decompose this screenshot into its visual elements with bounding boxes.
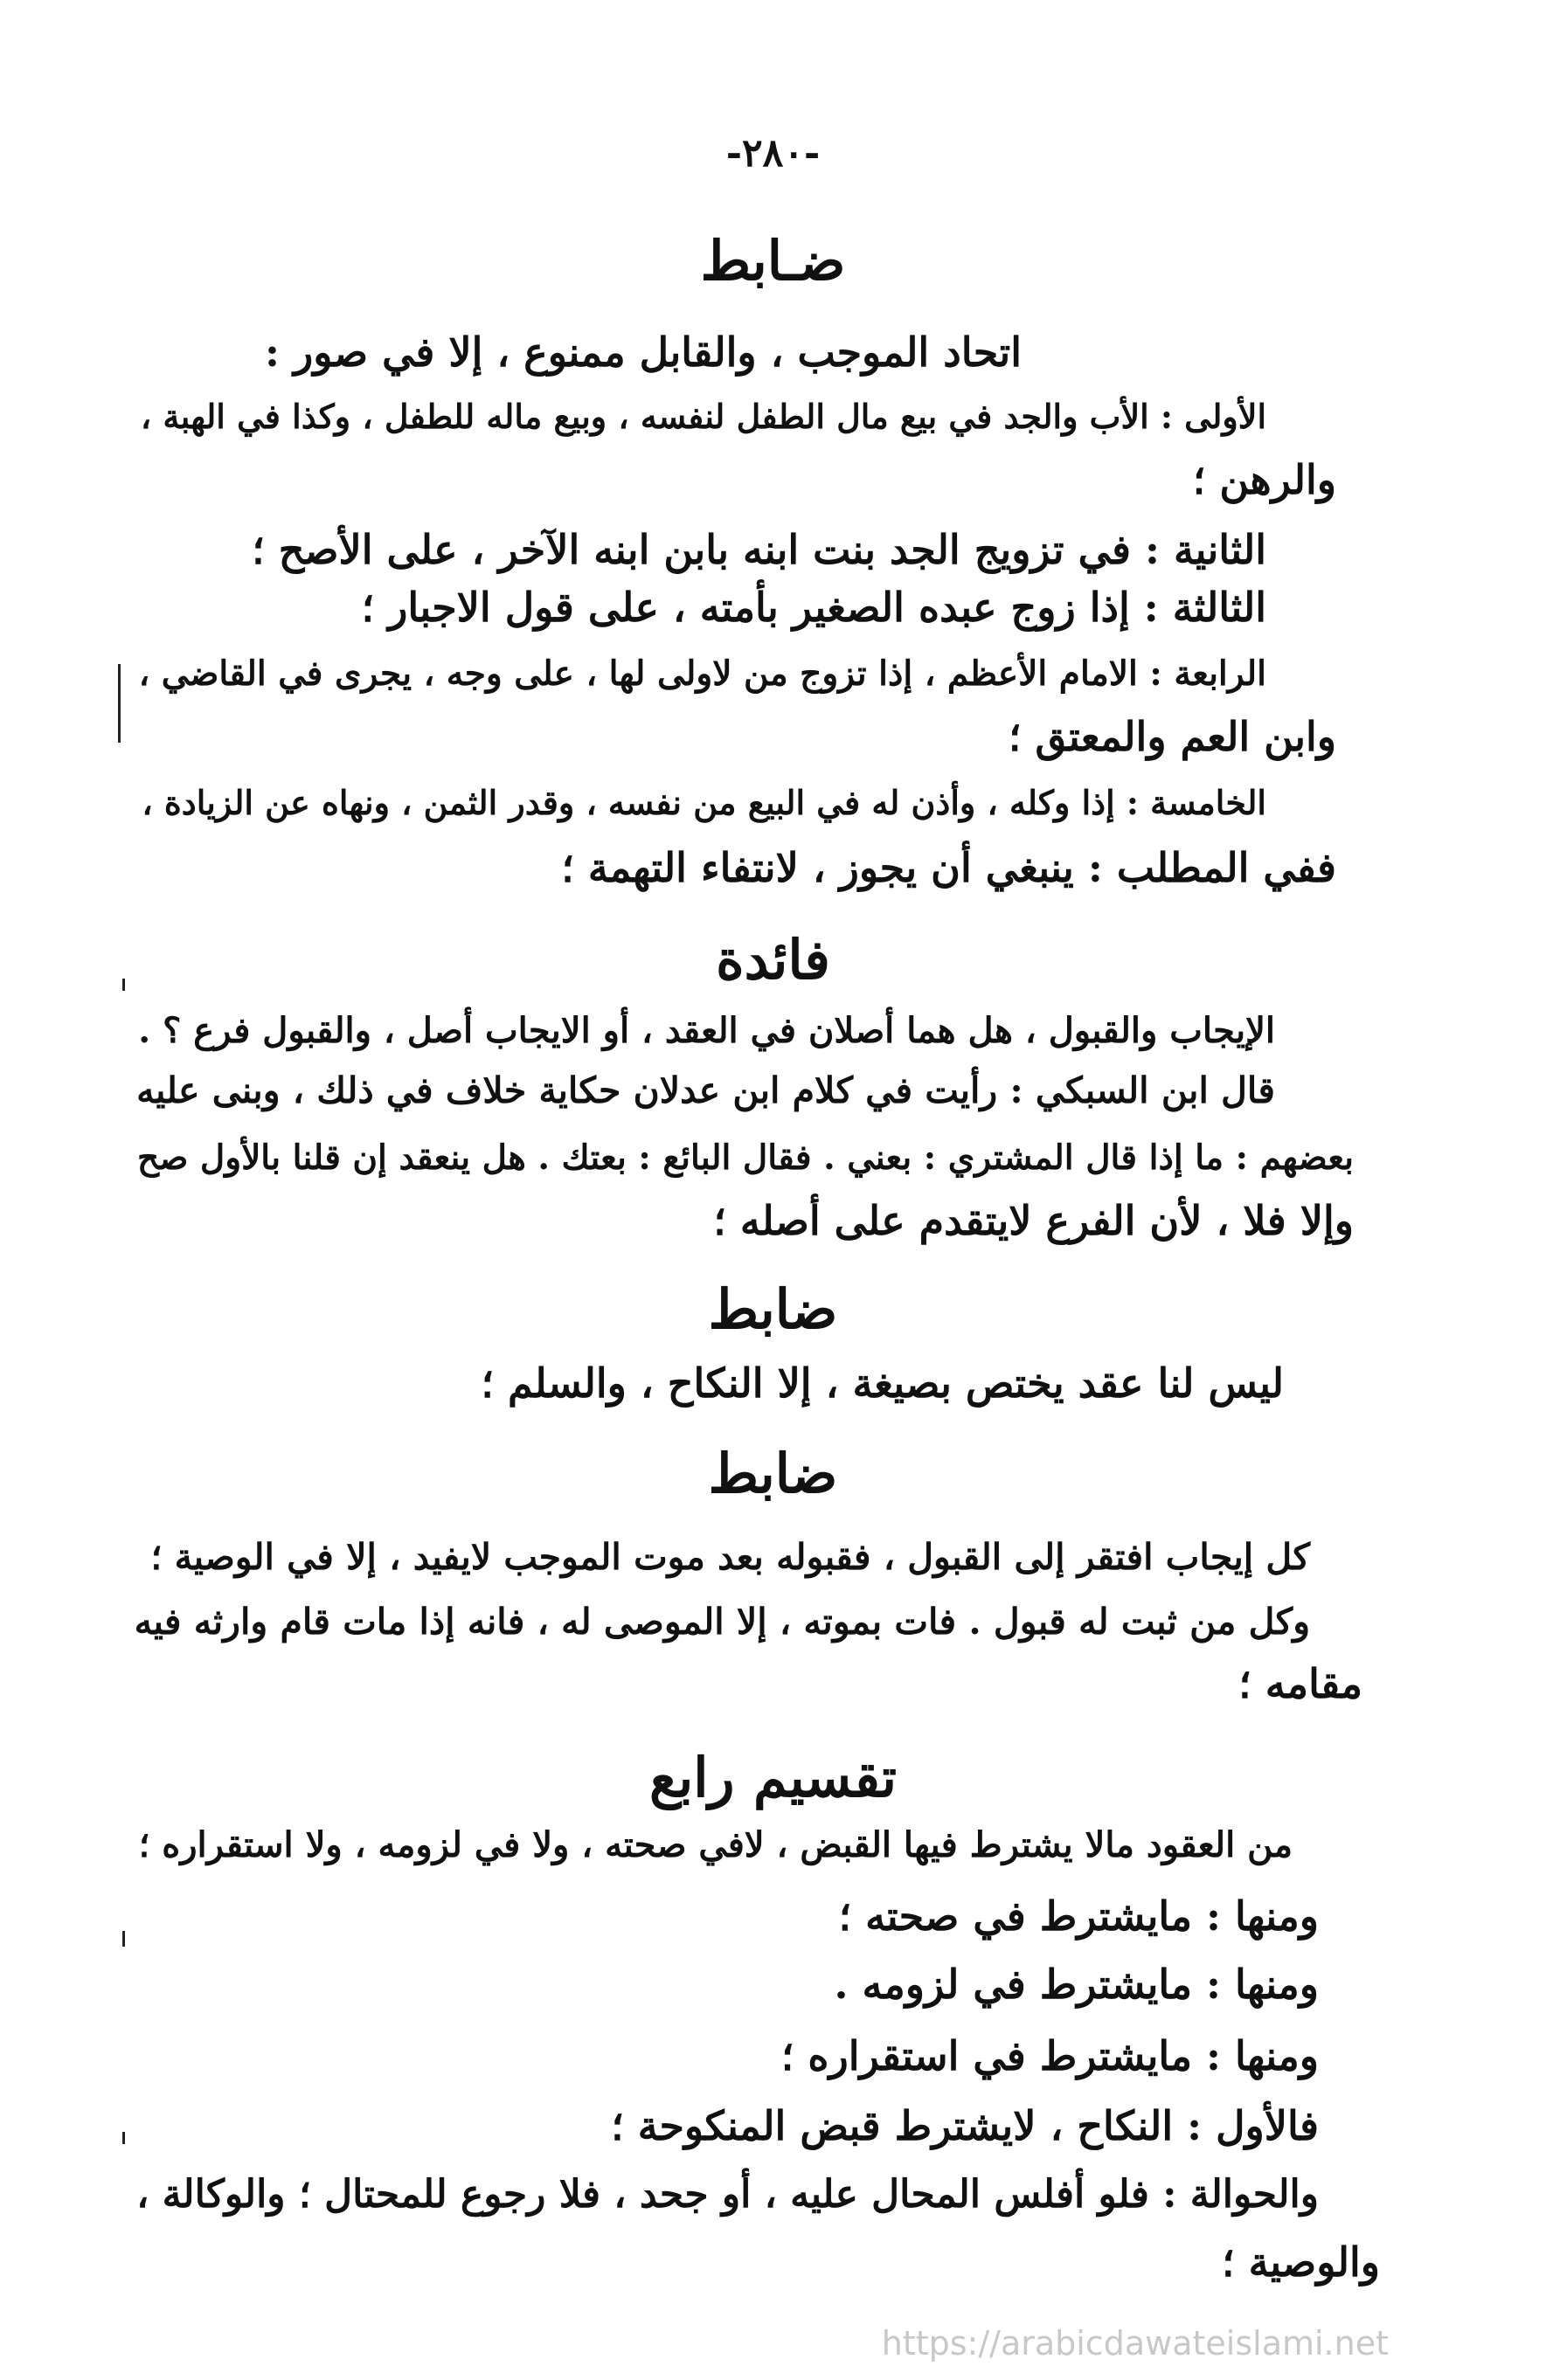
scan-edge-mark: [122, 979, 125, 991]
text-line: والرهن ؛: [1192, 456, 1336, 503]
text-line: ففي المطلب : ينبغي أن يجوز ، لانتفاء التهمة ؛: [561, 844, 1336, 891]
text-line: ليس لنا عقد يختص بصيغة ، إلا النكاح ، والسلم ؛: [481, 1360, 1284, 1407]
text-line: وكل من ثبت له قبول . فات بموته ، إلا الموصى له ، فانه إذا مات قام وارثه فيه: [134, 1601, 1310, 1643]
text-line: الإيجاب والقبول ، هل هما أصلان في العقد ، أو الايجاب أصل ، والقبول فرع ؟ .: [138, 1010, 1275, 1051]
text-line: اتحاد الموجب ، والقابل ممنوع ، إلا في صور :: [265, 329, 1022, 376]
text-line: الثانية : في تزويج الجد بنت ابنه بابن ابنه الآخر ، على الأصح ؛: [252, 526, 1266, 573]
scan-edge-mark: [122, 2132, 125, 2144]
page-number: -٢٨٠-: [725, 131, 821, 176]
text-line: ومنها : مايشترط في استقراره ؛: [780, 2032, 1319, 2079]
section-heading-faida: فائدة: [716, 928, 830, 992]
text-line: الأولى : الأب والجد في بيع مال الطفل لنفسه ، وبيع ماله للطفل ، وكذا في الهبة ،: [140, 397, 1266, 436]
text-line: والوصية ؛: [1221, 2238, 1380, 2286]
text-line: والحوالة : فلو أفلس المحال عليه ، أو جحد ، فلا رجوع للمحتال ؛ والوكالة ،: [136, 2172, 1319, 2217]
section-heading-dabit-1: ضـابط: [700, 229, 846, 293]
text-line: ومنها : مايشترط في صحته ؛: [838, 1892, 1319, 1940]
text-line: وابن العم والمعتق ؛: [1008, 713, 1336, 760]
text-line: كل إيجاب افتقر إلى القبول ، فقبوله بعد موت الموجب لايفيد ، إلا في الوصية ؛: [150, 1536, 1310, 1578]
section-heading-dabit-3: ضابط: [708, 1442, 838, 1505]
text-line: من العقود مالا يشترط فيها القبض ، لافي صحته ، ولا في لزومه ، ولا استقراره ؛: [138, 1824, 1293, 1865]
text-line: قال ابن السبكي : رأيت في كلام ابن عدلان حكاية خلاف في ذلك ، وبنى عليه: [136, 1069, 1275, 1111]
text-line: فالأول : النكاح ، لايشترط قبض المنكوحة ؛: [611, 2102, 1319, 2149]
scan-edge-mark: [122, 1931, 125, 1947]
text-line: مقامه ؛: [1238, 1660, 1362, 1707]
text-line: وإلا فلا ، لأن الفرع لايتقدم على أصله ؛: [713, 1197, 1354, 1244]
scan-edge-mark: [118, 664, 121, 743]
section-heading-taqsim-rabi: تقسيم رابع: [649, 1746, 897, 1809]
text-line: ومنها : مايشترط في لزومه .: [834, 1961, 1319, 2008]
text-line: الرابعة : الامام الأعظم ، إذا تزوج من لاولى لها ، على وجه ، يجرى في القاضي ،: [138, 654, 1266, 694]
section-heading-dabit-2: ضابط: [708, 1277, 838, 1341]
text-line: الخامسة : إذا وكله ، وأذن له في البيع من نفسه ، وقدر الثمن ، ونهاه عن الزيادة ،: [142, 783, 1266, 822]
watermark-url: https://arabicdawateislami.net: [881, 2324, 1389, 2363]
text-line: الثالثة : إذا زوج عبده الصغير بأمته ، على قول الاجبار ؛: [361, 584, 1266, 631]
text-line: بعضهم : ما إذا قال المشتري : بعني . فقال البائع : بعتك . هل ينعقد إن قلنا بالأول صح: [137, 1138, 1354, 1178]
